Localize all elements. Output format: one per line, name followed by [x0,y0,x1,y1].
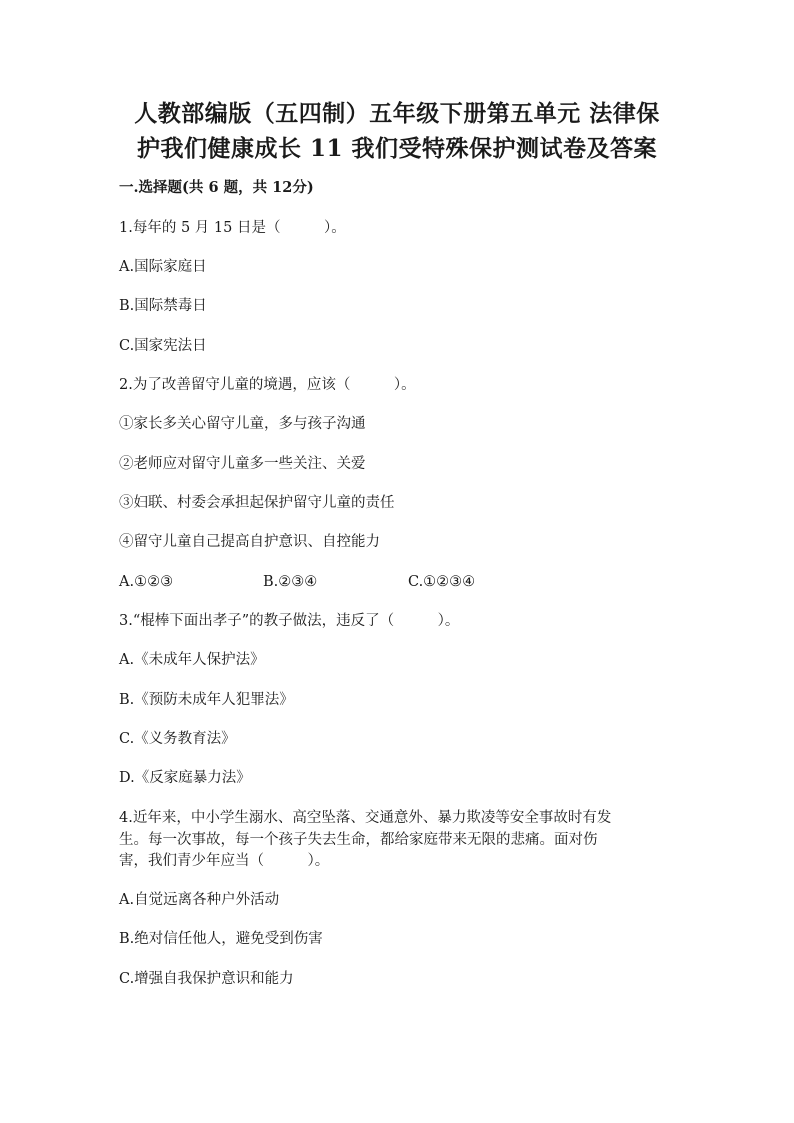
question-2-option-b: B.②③④ [263,574,318,590]
question-3-option-d: D.《反家庭暴力法》 [119,770,251,786]
section-heading: 一.选择题(共 6 题，共 12分) [119,179,314,196]
question-4-stem-line1: 4.近年来，中小学生溺水、高空坠落、交通意外、暴力欺凌等安全事故时有发 [119,810,612,826]
question-3-stem: 3.“棍棒下面出孝子”的教子做法，违反了（ ）。 [119,613,460,629]
question-1-option-c: C.国家宪法日 [119,338,207,354]
page-title-line2: 护我们健康成长 11 我们受特殊保护测试卷及答案 [136,135,658,162]
question-3-option-b: B.《预防未成年人犯罪法》 [119,692,294,708]
question-1-stem: 1.每年的 5 月 15 日是（ ）。 [119,220,346,236]
question-2-statement-4: ④留守儿童自己提高自护意识、自控能力 [119,534,380,550]
question-4-option-c: C.增强自我保护意识和能力 [119,971,294,987]
question-4-option-a: A.自觉远离各种户外活动 [119,892,280,908]
question-3-option-c: C.《义务教育法》 [119,731,236,747]
question-2-statement-3: ③妇联、村委会承担起保护留守儿童的责任 [119,495,395,511]
question-2-option-a: A.①②③ [119,574,174,590]
question-1-option-a: A.国际家庭日 [119,259,207,275]
question-3-option-a: A.《未成年人保护法》 [119,652,265,668]
question-1-option-b: B.国际禁毒日 [119,298,207,314]
question-2-statement-2: ②老师应对留守儿童多一些关注、关爱 [119,456,366,472]
question-4-stem-line2: 生。每一次事故，每一个孩子失去生命，都给家庭带来无限的悲痛。面对伤 [119,832,598,848]
question-4-option-b: B.绝对信任他人，避免受到伤害 [119,931,323,947]
question-2-option-c: C.①②③④ [408,574,476,590]
question-2-stem: 2.为了改善留守儿童的境遇，应该（ ）。 [119,377,416,393]
question-4-stem-line3: 害，我们青少年应当（ ）。 [119,853,330,869]
page-title-line1: 人教部编版（五四制）五年级下册第五单元 法律保 [134,100,660,127]
question-2-statement-1: ①家长多关心留守儿童，多与孩子沟通 [119,416,366,432]
